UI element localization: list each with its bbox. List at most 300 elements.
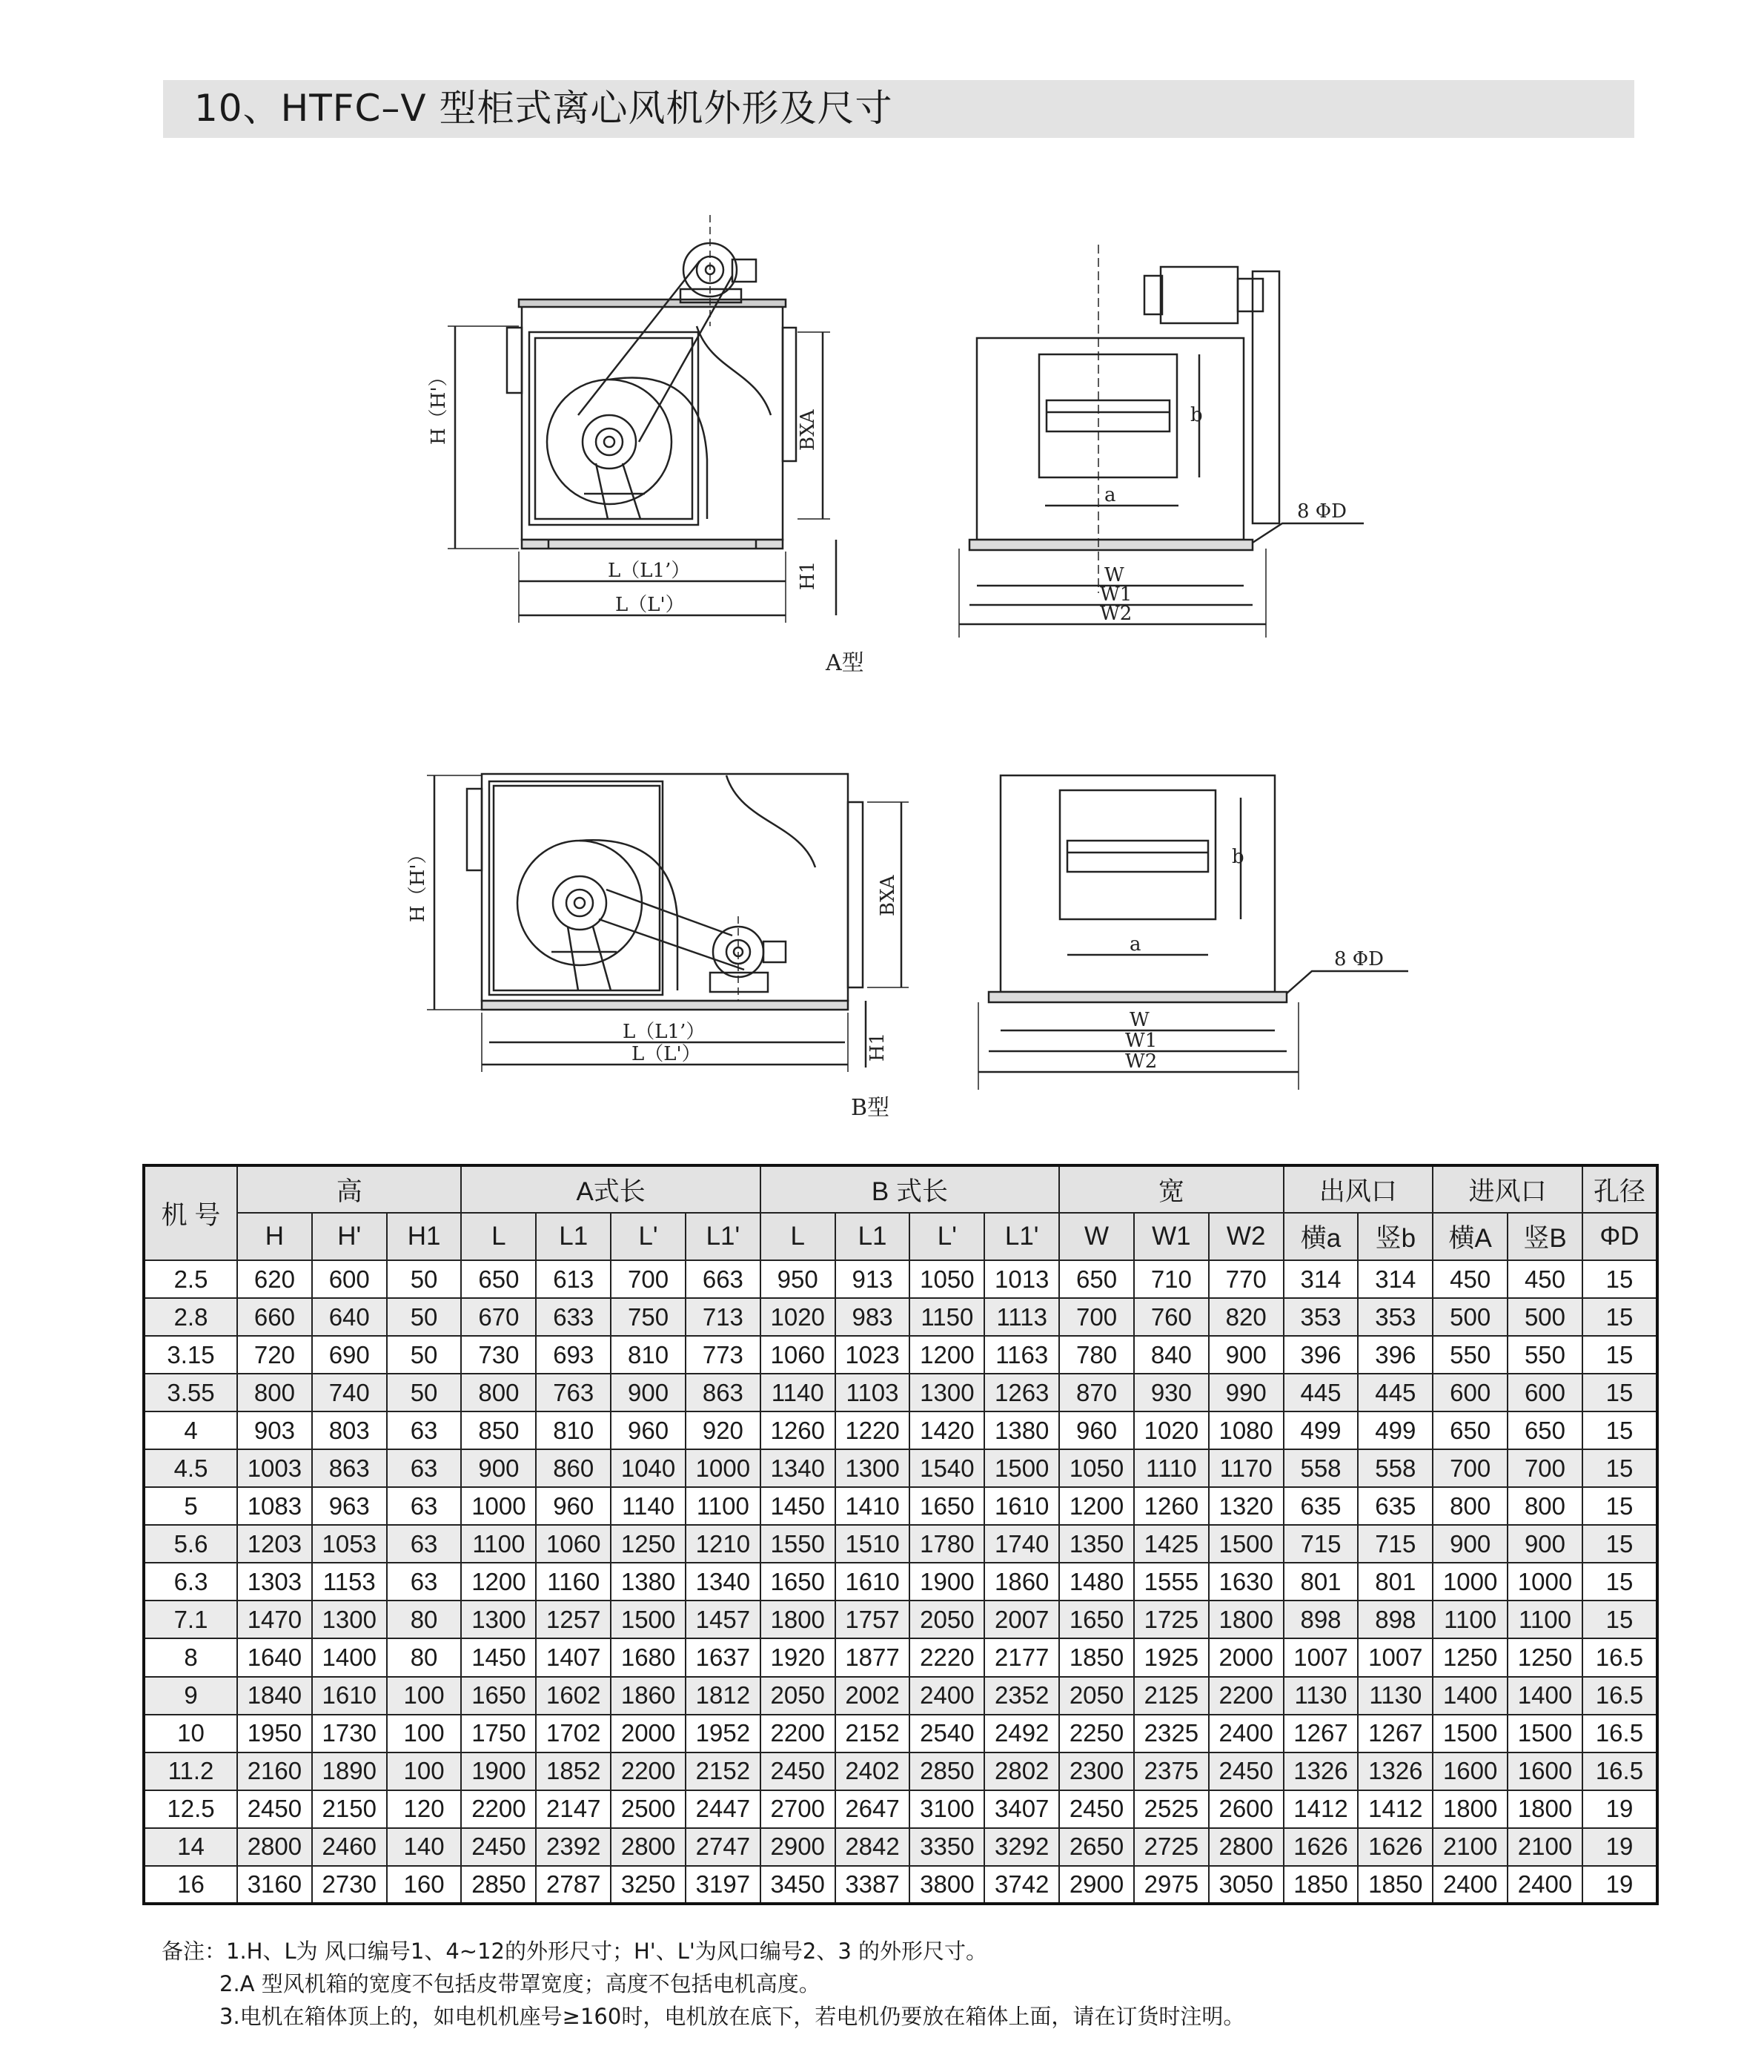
table-cell: 863 xyxy=(312,1449,387,1487)
type-b-front-view xyxy=(978,775,1408,1090)
table-cell: 713 xyxy=(686,1298,760,1336)
table-cell: 700 xyxy=(611,1260,686,1298)
table-cell: 2152 xyxy=(686,1752,760,1790)
table-cell: 2600 xyxy=(1209,1790,1284,1828)
table-cell: 1103 xyxy=(835,1374,910,1411)
type-b-label-b: b xyxy=(1232,846,1244,868)
table-cell: 80 xyxy=(387,1638,462,1676)
table-cell: 1650 xyxy=(1059,1601,1134,1638)
table-cell: 1130 xyxy=(1284,1677,1359,1715)
table-cell: 1702 xyxy=(536,1715,611,1752)
table-cell: 2850 xyxy=(461,1866,536,1904)
table-cell: 800 xyxy=(1508,1487,1582,1525)
table-cell: 1637 xyxy=(686,1638,760,1676)
type-b-caption: B型 xyxy=(851,1095,890,1121)
type-b-label-hole: 8 ΦD xyxy=(1334,948,1384,970)
table-cell: 1320 xyxy=(1209,1487,1284,1525)
table-row xyxy=(144,1752,1657,1790)
table-cell: 2900 xyxy=(760,1828,835,1866)
machine-no-cell: 3.55 xyxy=(144,1374,237,1411)
type-a-label-hole: 8 ΦD xyxy=(1297,500,1347,523)
table-cell: 1740 xyxy=(984,1525,1059,1563)
table-cell: 2050 xyxy=(1059,1677,1134,1715)
table-cell: 1500 xyxy=(611,1601,686,1638)
table-cell: 1250 xyxy=(1433,1638,1508,1676)
table-cell: 1925 xyxy=(1134,1638,1209,1676)
table-group-header-row xyxy=(144,1165,1657,1213)
table-cell: 1000 xyxy=(1433,1563,1508,1601)
table-cell: 900 xyxy=(461,1449,536,1487)
table-cell: 800 xyxy=(461,1374,536,1411)
table-cell: 1400 xyxy=(1508,1677,1582,1715)
table-cell: 810 xyxy=(536,1411,611,1449)
type-b-label-l: L（L'） xyxy=(631,1043,701,1065)
table-cell: 16.5 xyxy=(1582,1752,1657,1790)
table-cell: 3100 xyxy=(909,1790,984,1828)
table-cell: 1007 xyxy=(1358,1638,1433,1676)
table-cell: 1340 xyxy=(760,1449,835,1487)
table-cell: 2447 xyxy=(686,1790,760,1828)
table-cell: 1100 xyxy=(461,1525,536,1563)
table-cell: 850 xyxy=(461,1411,536,1449)
table-subheader-row xyxy=(144,1213,1657,1260)
table-cell: 1800 xyxy=(1209,1601,1284,1638)
type-a-label-l1: L（L1’） xyxy=(608,560,691,582)
table-cell: 80 xyxy=(387,1601,462,1638)
note-line-3 xyxy=(162,2000,1244,2033)
machine-no-cell: 2.8 xyxy=(144,1298,237,1336)
machine-no-cell: 8 xyxy=(144,1638,237,1676)
table-cell: 1113 xyxy=(984,1298,1059,1336)
table-cell: 1725 xyxy=(1134,1601,1209,1638)
table-cell: 1250 xyxy=(1508,1638,1582,1676)
table-cell: 1340 xyxy=(686,1563,760,1601)
table-cell: 500 xyxy=(1508,1298,1582,1336)
machine-no-cell: 9 xyxy=(144,1677,237,1715)
table-cell: 1053 xyxy=(312,1525,387,1563)
table-row xyxy=(144,1828,1657,1866)
table-cell: 1200 xyxy=(461,1563,536,1601)
table-cell: 15 xyxy=(1582,1563,1657,1601)
table-cell: 2150 xyxy=(312,1790,387,1828)
table-cell: 960 xyxy=(611,1411,686,1449)
table-cell: 500 xyxy=(1433,1298,1508,1336)
table-cell: 900 xyxy=(611,1374,686,1411)
table-cell: 801 xyxy=(1284,1563,1359,1601)
type-a-label-l: L（L'） xyxy=(615,594,685,616)
table-cell: 1780 xyxy=(909,1525,984,1563)
table-cell: 1412 xyxy=(1284,1790,1359,1828)
table-cell: 15 xyxy=(1582,1411,1657,1449)
subheader-cell: ΦD xyxy=(1582,1213,1657,1260)
table-cell: 1450 xyxy=(461,1638,536,1676)
table-cell: 650 xyxy=(1433,1411,1508,1449)
table-cell: 1260 xyxy=(760,1411,835,1449)
table-cell: 2747 xyxy=(686,1828,760,1866)
table-row xyxy=(144,1715,1657,1752)
table-cell: 810 xyxy=(611,1336,686,1374)
table-cell: 2700 xyxy=(760,1790,835,1828)
table-cell: 50 xyxy=(387,1336,462,1374)
table-cell: 2400 xyxy=(909,1677,984,1715)
table-cell: 2325 xyxy=(1134,1715,1209,1752)
group-header-height: 高 xyxy=(237,1165,461,1213)
notes xyxy=(162,1935,1244,2033)
table-row xyxy=(144,1260,1657,1298)
type-b-label-w1: W1 xyxy=(1125,1030,1158,1052)
table-cell: 1350 xyxy=(1059,1525,1134,1563)
table-cell: 2492 xyxy=(984,1715,1059,1752)
group-header-width: 宽 xyxy=(1059,1165,1283,1213)
table-cell: 1630 xyxy=(1209,1563,1284,1601)
table-cell: 2000 xyxy=(611,1715,686,1752)
table-cell: 1020 xyxy=(760,1298,835,1336)
table-cell: 1220 xyxy=(835,1411,910,1449)
machine-no-cell: 11.2 xyxy=(144,1752,237,1790)
table-cell: 15 xyxy=(1582,1449,1657,1487)
type-a-front-view xyxy=(959,245,1364,638)
subheader-cell: H xyxy=(237,1213,312,1260)
table-cell: 2500 xyxy=(611,1790,686,1828)
table-row xyxy=(144,1601,1657,1638)
table-cell: 2000 xyxy=(1209,1638,1284,1676)
table-cell: 1326 xyxy=(1358,1752,1433,1790)
table-cell: 1610 xyxy=(984,1487,1059,1525)
type-b-label-h: H（H'） xyxy=(407,844,429,922)
table-cell: 100 xyxy=(387,1677,462,1715)
table-row xyxy=(144,1866,1657,1904)
table-cell: 1000 xyxy=(1508,1563,1582,1601)
table-cell: 16.5 xyxy=(1582,1677,1657,1715)
table-cell: 1555 xyxy=(1134,1563,1209,1601)
col-header-machine-no: 机 号 xyxy=(144,1165,237,1260)
table-cell: 2400 xyxy=(1508,1866,1582,1904)
table-cell: 600 xyxy=(1508,1374,1582,1411)
table-cell: 898 xyxy=(1284,1601,1359,1638)
table-cell: 650 xyxy=(1059,1260,1134,1298)
table-cell: 1013 xyxy=(984,1260,1059,1298)
table-cell: 670 xyxy=(461,1298,536,1336)
table-cell: 16.5 xyxy=(1582,1715,1657,1752)
machine-no-cell: 5 xyxy=(144,1487,237,1525)
table-cell: 160 xyxy=(387,1866,462,1904)
table-cell: 863 xyxy=(686,1374,760,1411)
subheader-cell: W1 xyxy=(1134,1213,1209,1260)
table-cell: 1100 xyxy=(1508,1601,1582,1638)
table-cell: 2050 xyxy=(909,1601,984,1638)
table-cell: 3387 xyxy=(835,1866,910,1904)
table-cell: 2802 xyxy=(984,1752,1059,1790)
table-cell: 50 xyxy=(387,1298,462,1336)
type-b-label-w: W xyxy=(1130,1009,1150,1031)
table-cell: 558 xyxy=(1358,1449,1433,1487)
table-cell: 450 xyxy=(1508,1260,1582,1298)
table-cell: 800 xyxy=(1433,1487,1508,1525)
table-cell: 2152 xyxy=(835,1715,910,1752)
table-cell: 1153 xyxy=(312,1563,387,1601)
table-cell: 16.5 xyxy=(1582,1638,1657,1676)
subheader-cell: H' xyxy=(312,1213,387,1260)
table-cell: 100 xyxy=(387,1752,462,1790)
note-line-2 xyxy=(162,1967,1244,2000)
table-cell: 1300 xyxy=(835,1449,910,1487)
table-cell: 1150 xyxy=(909,1298,984,1336)
table-cell: 1850 xyxy=(1059,1638,1134,1676)
table-cell: 2850 xyxy=(909,1752,984,1790)
table-cell: 1163 xyxy=(984,1336,1059,1374)
table-cell: 19 xyxy=(1582,1790,1657,1828)
table-cell: 2002 xyxy=(835,1677,910,1715)
table-cell: 353 xyxy=(1284,1298,1359,1336)
table-cell: 63 xyxy=(387,1487,462,1525)
table-cell: 1640 xyxy=(237,1638,312,1676)
table-cell: 635 xyxy=(1358,1487,1433,1525)
table-cell: 960 xyxy=(536,1487,611,1525)
table-cell: 63 xyxy=(387,1411,462,1449)
table-cell: 801 xyxy=(1358,1563,1433,1601)
table-cell: 900 xyxy=(1508,1525,1582,1563)
table-cell: 820 xyxy=(1209,1298,1284,1336)
table-cell: 445 xyxy=(1284,1374,1359,1411)
table-cell: 2400 xyxy=(1433,1866,1508,1904)
table-cell: 2402 xyxy=(835,1752,910,1790)
table-cell: 1050 xyxy=(909,1260,984,1298)
table-cell: 2787 xyxy=(536,1866,611,1904)
table-cell: 100 xyxy=(387,1715,462,1752)
subheader-cell: 横a xyxy=(1284,1213,1359,1260)
table-cell: 2160 xyxy=(237,1752,312,1790)
table-cell: 1852 xyxy=(536,1752,611,1790)
table-cell: 3197 xyxy=(686,1866,760,1904)
table-cell: 3407 xyxy=(984,1790,1059,1828)
table-cell: 3742 xyxy=(984,1866,1059,1904)
table-cell: 750 xyxy=(611,1298,686,1336)
table-cell: 960 xyxy=(1059,1411,1134,1449)
table-cell: 898 xyxy=(1358,1601,1433,1638)
type-a-label-h1: H1 xyxy=(797,560,819,590)
table-cell: 903 xyxy=(237,1411,312,1449)
table-cell: 1200 xyxy=(1059,1487,1134,1525)
table-row xyxy=(144,1336,1657,1374)
table-cell: 2200 xyxy=(461,1790,536,1828)
table-cell: 1003 xyxy=(237,1449,312,1487)
table-cell: 1020 xyxy=(1134,1411,1209,1449)
table-cell: 730 xyxy=(461,1336,536,1374)
table-cell: 2200 xyxy=(760,1715,835,1752)
table-cell: 803 xyxy=(312,1411,387,1449)
table-cell: 620 xyxy=(237,1260,312,1298)
subheader-cell: L1' xyxy=(984,1213,1059,1260)
table-cell: 693 xyxy=(536,1336,611,1374)
table-cell: 1650 xyxy=(760,1563,835,1601)
table-cell: 650 xyxy=(461,1260,536,1298)
table-cell: 1757 xyxy=(835,1601,910,1638)
table-cell: 1326 xyxy=(1284,1752,1359,1790)
table-cell: 1263 xyxy=(984,1374,1059,1411)
table-cell: 1920 xyxy=(760,1638,835,1676)
table-cell: 2800 xyxy=(1209,1828,1284,1866)
table-cell: 760 xyxy=(1134,1298,1209,1336)
table-cell: 15 xyxy=(1582,1374,1657,1411)
note-item: 1.H、L为 风口编号1、4~12的外形尺寸；H'、L'为风口编号2、3 的外形尺寸。 xyxy=(226,1939,987,1964)
type-a-label-w1: W1 xyxy=(1100,583,1133,606)
table-cell: 1600 xyxy=(1433,1752,1508,1790)
subheader-cell: L xyxy=(461,1213,536,1260)
table-cell: 2450 xyxy=(1059,1790,1134,1828)
table-cell: 1890 xyxy=(312,1752,387,1790)
table-cell: 1250 xyxy=(611,1525,686,1563)
table-cell: 2460 xyxy=(312,1828,387,1866)
table-cell: 1400 xyxy=(1433,1677,1508,1715)
machine-no-cell: 2.5 xyxy=(144,1260,237,1298)
table-cell: 1950 xyxy=(237,1715,312,1752)
subheader-cell: L1' xyxy=(686,1213,760,1260)
table-cell: 1800 xyxy=(760,1601,835,1638)
table-cell: 1500 xyxy=(1433,1715,1508,1752)
table-cell: 1023 xyxy=(835,1336,910,1374)
table-cell: 1060 xyxy=(760,1336,835,1374)
table-cell: 2007 xyxy=(984,1601,1059,1638)
group-header-b-length: B 式长 xyxy=(760,1165,1059,1213)
table-cell: 2100 xyxy=(1508,1828,1582,1866)
table-row xyxy=(144,1790,1657,1828)
note-item: 3.电机在箱体顶上的，如电机机座号≥160时，电机放在底下，若电机仍要放在箱体上面，请在订货时注明。 xyxy=(219,2004,1245,2029)
table-cell: 640 xyxy=(312,1298,387,1336)
table-cell: 2050 xyxy=(760,1677,835,1715)
table-cell: 600 xyxy=(1433,1374,1508,1411)
table-cell: 2177 xyxy=(984,1638,1059,1676)
table-cell: 1203 xyxy=(237,1525,312,1563)
table-cell: 15 xyxy=(1582,1525,1657,1563)
subheader-cell: W xyxy=(1059,1213,1134,1260)
table-cell: 396 xyxy=(1284,1336,1359,1374)
table-cell: 700 xyxy=(1433,1449,1508,1487)
table-cell: 2975 xyxy=(1134,1866,1209,1904)
table-cell: 19 xyxy=(1582,1828,1657,1866)
type-a-label-a: a xyxy=(1104,484,1116,506)
table-cell: 700 xyxy=(1508,1449,1582,1487)
table-cell: 314 xyxy=(1284,1260,1359,1298)
table-cell: 1850 xyxy=(1358,1866,1433,1904)
table-cell: 1210 xyxy=(686,1525,760,1563)
table-row xyxy=(144,1487,1657,1525)
subheader-cell: L' xyxy=(611,1213,686,1260)
table-cell: 1380 xyxy=(611,1563,686,1601)
table-cell: 1420 xyxy=(909,1411,984,1449)
machine-no-cell: 4 xyxy=(144,1411,237,1449)
table-cell: 1110 xyxy=(1134,1449,1209,1487)
table-cell: 1007 xyxy=(1284,1638,1359,1676)
table-cell: 1500 xyxy=(1209,1525,1284,1563)
table-cell: 1877 xyxy=(835,1638,910,1676)
type-b-label-h1: H1 xyxy=(866,1032,889,1062)
table-cell: 550 xyxy=(1433,1336,1508,1374)
table-cell: 1900 xyxy=(461,1752,536,1790)
table-cell: 3160 xyxy=(237,1866,312,1904)
table-cell: 1300 xyxy=(461,1601,536,1638)
table-cell: 600 xyxy=(312,1260,387,1298)
table-row xyxy=(144,1638,1657,1676)
table-cell: 499 xyxy=(1284,1411,1359,1449)
table-row xyxy=(144,1677,1657,1715)
machine-no-cell: 16 xyxy=(144,1866,237,1904)
table-cell: 710 xyxy=(1134,1260,1209,1298)
table-cell: 2900 xyxy=(1059,1866,1134,1904)
table-cell: 770 xyxy=(1209,1260,1284,1298)
table-cell: 3350 xyxy=(909,1828,984,1866)
table-cell: 780 xyxy=(1059,1336,1134,1374)
table-cell: 1140 xyxy=(760,1374,835,1411)
table-cell: 2650 xyxy=(1059,1828,1134,1866)
table-cell: 1730 xyxy=(312,1715,387,1752)
table-cell: 1080 xyxy=(1209,1411,1284,1449)
table-row xyxy=(144,1525,1657,1563)
table-cell: 1510 xyxy=(835,1525,910,1563)
table-cell: 1457 xyxy=(686,1601,760,1638)
table-cell: 2800 xyxy=(237,1828,312,1866)
table-cell: 1400 xyxy=(312,1638,387,1676)
table-cell: 3250 xyxy=(611,1866,686,1904)
table-cell: 1100 xyxy=(1433,1601,1508,1638)
table-cell: 1267 xyxy=(1284,1715,1359,1752)
table-cell: 3050 xyxy=(1209,1866,1284,1904)
table-cell: 1860 xyxy=(984,1563,1059,1601)
group-header-inlet: 进风口 xyxy=(1433,1165,1582,1213)
table-cell: 1380 xyxy=(984,1411,1059,1449)
table-cell: 740 xyxy=(312,1374,387,1411)
table-cell: 1600 xyxy=(1508,1752,1582,1790)
table-cell: 15 xyxy=(1582,1298,1657,1336)
table-cell: 450 xyxy=(1433,1260,1508,1298)
table-cell: 763 xyxy=(536,1374,611,1411)
table-cell: 720 xyxy=(237,1336,312,1374)
table-row xyxy=(144,1298,1657,1336)
type-a-label-w2: W2 xyxy=(1100,603,1133,625)
table-cell: 2400 xyxy=(1209,1715,1284,1752)
table-cell: 2725 xyxy=(1134,1828,1209,1866)
machine-no-cell: 14 xyxy=(144,1828,237,1866)
table-cell: 1407 xyxy=(536,1638,611,1676)
table-body xyxy=(144,1260,1657,1904)
table-cell: 660 xyxy=(237,1298,312,1336)
table-cell: 1800 xyxy=(1508,1790,1582,1828)
dimension-table xyxy=(142,1164,1659,1905)
table-cell: 1602 xyxy=(536,1677,611,1715)
table-cell: 2450 xyxy=(760,1752,835,1790)
table-cell: 2250 xyxy=(1059,1715,1134,1752)
table-cell: 1130 xyxy=(1358,1677,1433,1715)
table-cell: 1000 xyxy=(686,1449,760,1487)
machine-no-cell: 3.15 xyxy=(144,1336,237,1374)
table-cell: 314 xyxy=(1358,1260,1433,1298)
table-cell: 700 xyxy=(1059,1298,1134,1336)
table-cell: 1100 xyxy=(686,1487,760,1525)
table-cell: 900 xyxy=(1433,1525,1508,1563)
table-cell: 1500 xyxy=(1508,1715,1582,1752)
table-cell: 633 xyxy=(536,1298,611,1336)
table-cell: 63 xyxy=(387,1525,462,1563)
table-cell: 558 xyxy=(1284,1449,1359,1487)
table-cell: 19 xyxy=(1582,1866,1657,1904)
table-cell: 353 xyxy=(1358,1298,1433,1336)
note-line-1 xyxy=(162,1935,1244,1967)
table-cell: 2730 xyxy=(312,1866,387,1904)
table-row xyxy=(144,1449,1657,1487)
table-cell: 15 xyxy=(1582,1260,1657,1298)
machine-no-cell: 7.1 xyxy=(144,1601,237,1638)
table-cell: 2125 xyxy=(1134,1677,1209,1715)
table-cell: 1470 xyxy=(237,1601,312,1638)
